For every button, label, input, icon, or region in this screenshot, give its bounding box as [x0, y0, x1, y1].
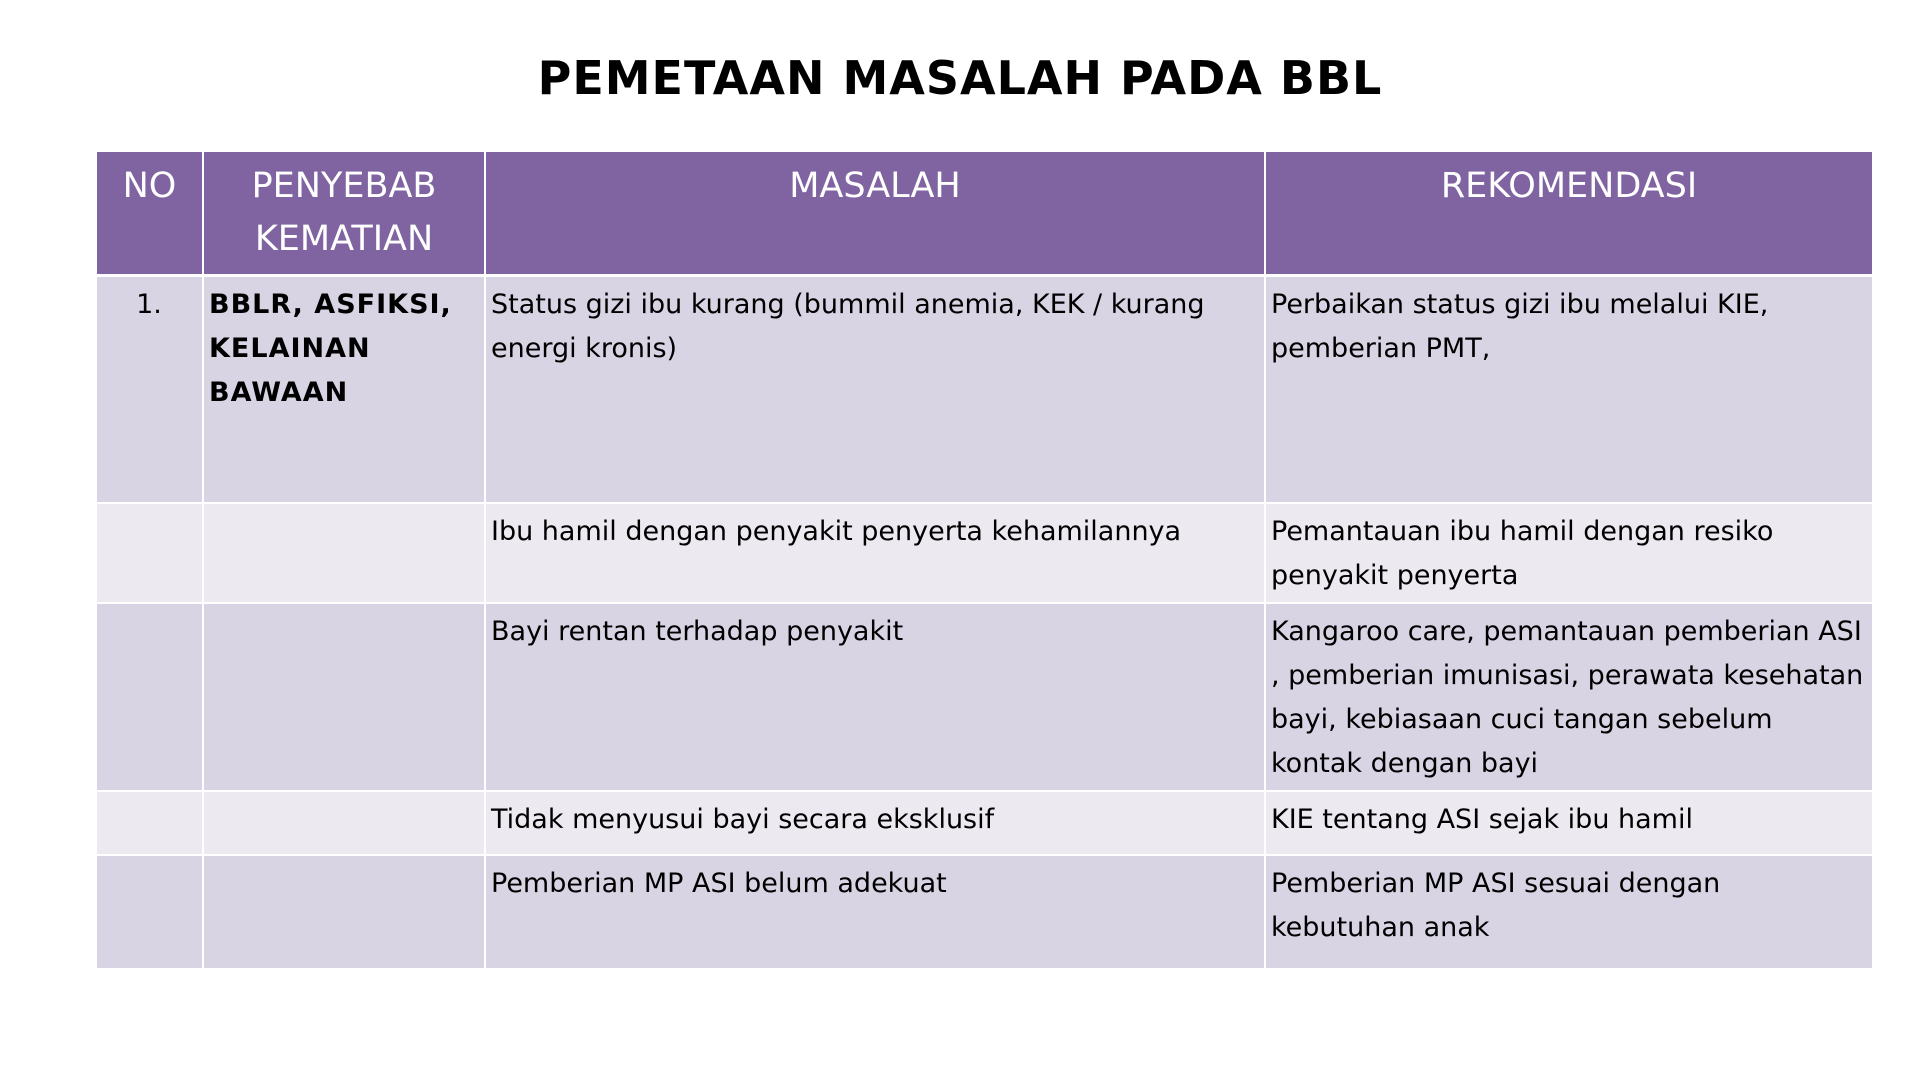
slide-title: PEMETAAN MASALAH PADA BBL — [537, 51, 1383, 105]
header-problem: MASALAH — [485, 152, 1265, 276]
cell-cause: BBLR, ASFIKSI, KELAINAN BAWAAN — [203, 276, 485, 503]
header-recommendation: REKOMENDASI — [1265, 152, 1872, 276]
cell-no — [97, 603, 203, 791]
table-row — [97, 855, 1872, 969]
table-row — [97, 503, 1872, 603]
cell-no: 1. — [97, 276, 203, 503]
cell-recommendation: Pemantauan ibu hamil dengan resiko penyakit penyerta — [1265, 503, 1872, 603]
cell-no — [97, 855, 203, 969]
cell-no — [97, 503, 203, 603]
cell-recommendation: Perbaikan status gizi ibu melalui KIE, pemberian PMT, — [1265, 276, 1872, 503]
cell-recommendation: Kangaroo care, pemantauan pemberian ASI , pemberian imunisasi, perawata kesehatan bayi, kebiasaan cuci tangan sebelum kontak dengan bayi — [1265, 603, 1872, 791]
cell-problem: Ibu hamil dengan penyakit penyerta kehamilannya — [485, 503, 1265, 603]
table-row — [97, 276, 1872, 503]
cell-no — [97, 791, 203, 855]
problem-mapping-table — [97, 152, 1872, 970]
cell-problem: Status gizi ibu kurang (bummil anemia, KEK / kurang energi kronis) — [485, 276, 1265, 503]
header-no: NO — [97, 152, 203, 276]
header-cause: PENYEBAB KEMATIAN — [203, 152, 485, 276]
cell-cause — [203, 503, 485, 603]
cell-problem: Bayi rentan terhadap penyakit — [485, 603, 1265, 791]
cell-cause — [203, 855, 485, 969]
cell-cause — [203, 603, 485, 791]
cell-cause — [203, 791, 485, 855]
table-header-row — [97, 152, 1872, 276]
cell-recommendation: Pemberian MP ASI sesuai dengan kebutuhan anak — [1265, 855, 1872, 969]
cell-problem: Tidak menyusui bayi secara eksklusif — [485, 791, 1265, 855]
table-row — [97, 603, 1872, 791]
cell-problem: Pemberian MP ASI belum adekuat — [485, 855, 1265, 969]
table-row — [97, 791, 1872, 855]
cell-recommendation: KIE tentang ASI sejak ibu hamil — [1265, 791, 1872, 855]
